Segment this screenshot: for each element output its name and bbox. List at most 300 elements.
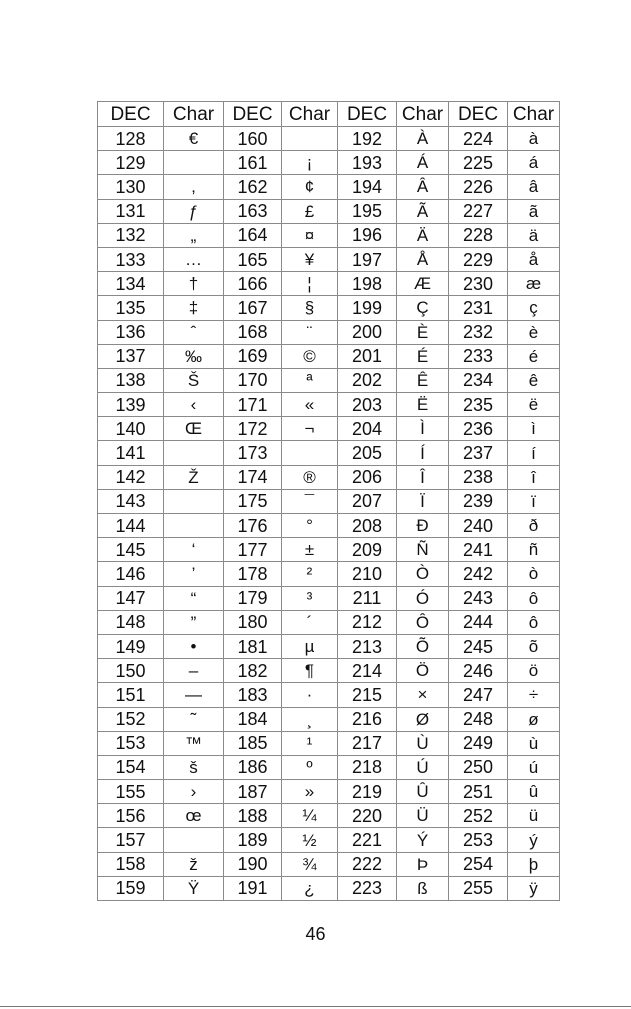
char-cell: ™ xyxy=(164,731,224,755)
char-cell: × xyxy=(397,683,449,707)
char-cell: “ xyxy=(164,586,224,610)
dec-cell: 146 xyxy=(98,562,164,586)
dec-cell: 245 xyxy=(449,634,508,658)
char-cell: È xyxy=(397,320,449,344)
table-row xyxy=(98,465,560,489)
char-cell: Í xyxy=(397,441,449,465)
dec-cell: 197 xyxy=(338,247,397,271)
char-cell xyxy=(164,489,224,513)
dec-cell: 183 xyxy=(224,683,282,707)
dec-cell: 135 xyxy=(98,296,164,320)
dec-cell: 254 xyxy=(449,852,508,876)
char-cell: â xyxy=(508,175,560,199)
dec-cell: 175 xyxy=(224,489,282,513)
dec-cell: 228 xyxy=(449,223,508,247)
dec-cell: 145 xyxy=(98,538,164,562)
table-row xyxy=(98,586,560,610)
dec-cell: 158 xyxy=(98,852,164,876)
dec-cell: 205 xyxy=(338,441,397,465)
dec-cell: 230 xyxy=(449,272,508,296)
char-cell: ‘ xyxy=(164,538,224,562)
char-cell: Ö xyxy=(397,659,449,683)
char-cell: Ó xyxy=(397,586,449,610)
dec-cell: 176 xyxy=(224,514,282,538)
dec-cell: 217 xyxy=(338,731,397,755)
dec-cell: 182 xyxy=(224,659,282,683)
table-row xyxy=(98,562,560,586)
char-cell: ® xyxy=(282,465,338,489)
dec-cell: 169 xyxy=(224,344,282,368)
char-cell: µ xyxy=(282,634,338,658)
char-cell xyxy=(164,441,224,465)
char-cell: © xyxy=(282,344,338,368)
dec-cell: 231 xyxy=(449,296,508,320)
char-cell: † xyxy=(164,272,224,296)
page-number: 46 xyxy=(305,924,326,944)
char-cell: ¸ xyxy=(282,707,338,731)
char-cell: þ xyxy=(508,852,560,876)
dec-cell: 147 xyxy=(98,586,164,610)
char-cell: æ xyxy=(508,272,560,296)
char-cell: ° xyxy=(282,514,338,538)
dec-cell: 181 xyxy=(224,634,282,658)
table-row xyxy=(98,344,560,368)
dec-cell: 148 xyxy=(98,610,164,634)
char-cell: ’ xyxy=(164,562,224,586)
char-cell: Ï xyxy=(397,489,449,513)
dec-cell: 180 xyxy=(224,610,282,634)
char-cell: à xyxy=(508,127,560,151)
dec-cell: 172 xyxy=(224,417,282,441)
table-header xyxy=(98,102,560,127)
dec-cell: 164 xyxy=(224,223,282,247)
dec-cell: 156 xyxy=(98,804,164,828)
char-cell: ¼ xyxy=(282,804,338,828)
char-cell: õ xyxy=(508,634,560,658)
dec-cell: 161 xyxy=(224,151,282,175)
dec-cell: 132 xyxy=(98,223,164,247)
char-cell: Æ xyxy=(397,272,449,296)
dec-cell: 216 xyxy=(338,707,397,731)
dec-cell: 140 xyxy=(98,417,164,441)
char-cell: Á xyxy=(397,151,449,175)
char-cell: ¤ xyxy=(282,223,338,247)
dec-cell: 143 xyxy=(98,489,164,513)
table-row xyxy=(98,538,560,562)
char-cell: ¢ xyxy=(282,175,338,199)
dec-cell: 189 xyxy=(224,828,282,852)
char-cell: ¥ xyxy=(282,247,338,271)
dec-cell: 162 xyxy=(224,175,282,199)
dec-cell: 138 xyxy=(98,368,164,392)
char-cell: » xyxy=(282,780,338,804)
char-cell: £ xyxy=(282,199,338,223)
char-cell: Î xyxy=(397,465,449,489)
char-cell: ” xyxy=(164,610,224,634)
char-cell: ë xyxy=(508,393,560,417)
char-cell: › xyxy=(164,780,224,804)
dec-cell: 153 xyxy=(98,731,164,755)
char-cell xyxy=(164,151,224,175)
char-cell: • xyxy=(164,634,224,658)
char-cell: Û xyxy=(397,780,449,804)
char-cell: ð xyxy=(508,514,560,538)
char-cell: ú xyxy=(508,755,560,779)
table-row xyxy=(98,804,560,828)
dec-cell: 198 xyxy=(338,272,397,296)
table-row xyxy=(98,247,560,271)
char-cell: Ø xyxy=(397,707,449,731)
char-cell: Ô xyxy=(397,610,449,634)
dec-cell: 178 xyxy=(224,562,282,586)
char-cell: « xyxy=(282,393,338,417)
dec-cell: 213 xyxy=(338,634,397,658)
dec-cell: 226 xyxy=(449,175,508,199)
char-cell: é xyxy=(508,344,560,368)
table-row xyxy=(98,755,560,779)
dec-cell: 239 xyxy=(449,489,508,513)
dec-cell: 167 xyxy=(224,296,282,320)
char-cell: Ñ xyxy=(397,538,449,562)
dec-cell: 247 xyxy=(449,683,508,707)
dec-cell: 184 xyxy=(224,707,282,731)
dec-cell: 150 xyxy=(98,659,164,683)
char-cell: · xyxy=(282,683,338,707)
char-cell: Õ xyxy=(397,634,449,658)
char-cell: ñ xyxy=(508,538,560,562)
dec-cell: 207 xyxy=(338,489,397,513)
char-cell: ² xyxy=(282,562,338,586)
dec-cell: 224 xyxy=(449,127,508,151)
char-cell: ¯ xyxy=(282,489,338,513)
dec-cell: 195 xyxy=(338,199,397,223)
char-cell: è xyxy=(508,320,560,344)
dec-cell: 131 xyxy=(98,199,164,223)
dec-cell: 236 xyxy=(449,417,508,441)
dec-cell: 130 xyxy=(98,175,164,199)
table-row xyxy=(98,175,560,199)
dec-cell: 142 xyxy=(98,465,164,489)
char-cell: ‹ xyxy=(164,393,224,417)
dec-cell: 210 xyxy=(338,562,397,586)
dec-column-header: DEC xyxy=(449,102,508,127)
char-cell: Å xyxy=(397,247,449,271)
char-cell: ü xyxy=(508,804,560,828)
char-cell: Ð xyxy=(397,514,449,538)
dec-cell: 222 xyxy=(338,852,397,876)
dec-cell: 219 xyxy=(338,780,397,804)
dec-column-header: DEC xyxy=(338,102,397,127)
dec-cell: 232 xyxy=(449,320,508,344)
dec-cell: 194 xyxy=(338,175,397,199)
char-cell: ƒ xyxy=(164,199,224,223)
table-row xyxy=(98,852,560,876)
char-cell: À xyxy=(397,127,449,151)
dec-cell: 151 xyxy=(98,683,164,707)
char-cell: ¡ xyxy=(282,151,338,175)
table-row xyxy=(98,731,560,755)
dec-cell: 227 xyxy=(449,199,508,223)
dec-cell: 171 xyxy=(224,393,282,417)
table-row xyxy=(98,514,560,538)
dec-cell: 144 xyxy=(98,514,164,538)
char-cell: ô xyxy=(508,610,560,634)
char-cell: š xyxy=(164,755,224,779)
char-cell: ê xyxy=(508,368,560,392)
dec-cell: 218 xyxy=(338,755,397,779)
char-cell: Ù xyxy=(397,731,449,755)
char-cell: ˆ xyxy=(164,320,224,344)
char-cell: ‚ xyxy=(164,175,224,199)
char-cell: Ý xyxy=(397,828,449,852)
dec-cell: 241 xyxy=(449,538,508,562)
char-cell: á xyxy=(508,151,560,175)
dec-cell: 249 xyxy=(449,731,508,755)
char-cell: … xyxy=(164,247,224,271)
char-cell: Þ xyxy=(397,852,449,876)
dec-column-header: DEC xyxy=(224,102,282,127)
char-cell: ò xyxy=(508,562,560,586)
dec-cell: 208 xyxy=(338,514,397,538)
dec-cell: 250 xyxy=(449,755,508,779)
char-cell: Ò xyxy=(397,562,449,586)
dec-cell: 152 xyxy=(98,707,164,731)
char-column-header: Char xyxy=(508,102,560,127)
dec-cell: 206 xyxy=(338,465,397,489)
dec-cell: 187 xyxy=(224,780,282,804)
dec-cell: 192 xyxy=(338,127,397,151)
table-row xyxy=(98,876,560,900)
dec-cell: 174 xyxy=(224,465,282,489)
char-cell: Ä xyxy=(397,223,449,247)
char-cell: ¦ xyxy=(282,272,338,296)
char-cell: ÷ xyxy=(508,683,560,707)
table-row xyxy=(98,659,560,683)
char-cell xyxy=(282,127,338,151)
table-row xyxy=(98,272,560,296)
char-cell: Ì xyxy=(397,417,449,441)
char-column-header: Char xyxy=(397,102,449,127)
char-cell: ì xyxy=(508,417,560,441)
dec-cell: 170 xyxy=(224,368,282,392)
char-cell: î xyxy=(508,465,560,489)
char-cell: Ú xyxy=(397,755,449,779)
dec-cell: 235 xyxy=(449,393,508,417)
char-cell: º xyxy=(282,755,338,779)
char-cell: ô xyxy=(508,586,560,610)
char-cell: ¨ xyxy=(282,320,338,344)
char-column-header: Char xyxy=(282,102,338,127)
dec-cell: 149 xyxy=(98,634,164,658)
char-cell: ½ xyxy=(282,828,338,852)
char-cell: — xyxy=(164,683,224,707)
char-cell: ß xyxy=(397,876,449,900)
char-cell: œ xyxy=(164,804,224,828)
char-cell: Ü xyxy=(397,804,449,828)
dec-cell: 244 xyxy=(449,610,508,634)
dec-cell: 223 xyxy=(338,876,397,900)
table-row xyxy=(98,296,560,320)
dec-cell: 214 xyxy=(338,659,397,683)
dec-cell: 240 xyxy=(449,514,508,538)
table-row xyxy=(98,610,560,634)
table-row xyxy=(98,368,560,392)
char-cell: ç xyxy=(508,296,560,320)
dec-cell: 199 xyxy=(338,296,397,320)
char-cell: É xyxy=(397,344,449,368)
char-cell: § xyxy=(282,296,338,320)
dec-cell: 211 xyxy=(338,586,397,610)
dec-cell: 253 xyxy=(449,828,508,852)
char-cell xyxy=(282,441,338,465)
table-row xyxy=(98,828,560,852)
dec-cell: 186 xyxy=(224,755,282,779)
dec-cell: 160 xyxy=(224,127,282,151)
char-cell: € xyxy=(164,127,224,151)
dec-cell: 248 xyxy=(449,707,508,731)
dec-cell: 155 xyxy=(98,780,164,804)
table-row xyxy=(98,151,560,175)
dec-cell: 237 xyxy=(449,441,508,465)
table-row xyxy=(98,417,560,441)
dec-cell: 128 xyxy=(98,127,164,151)
table-row xyxy=(98,441,560,465)
char-cell xyxy=(164,514,224,538)
dec-cell: 159 xyxy=(98,876,164,900)
dec-cell: 141 xyxy=(98,441,164,465)
char-cell: ä xyxy=(508,223,560,247)
page-bottom-rule xyxy=(0,1006,631,1007)
dec-cell: 212 xyxy=(338,610,397,634)
dec-cell: 233 xyxy=(449,344,508,368)
dec-cell: 166 xyxy=(224,272,282,296)
dec-cell: 251 xyxy=(449,780,508,804)
dec-cell: 193 xyxy=(338,151,397,175)
dec-cell: 252 xyxy=(449,804,508,828)
dec-cell: 209 xyxy=(338,538,397,562)
dec-cell: 203 xyxy=(338,393,397,417)
dec-cell: 234 xyxy=(449,368,508,392)
char-cell xyxy=(164,828,224,852)
dec-cell: 165 xyxy=(224,247,282,271)
char-cell: ÿ xyxy=(508,876,560,900)
dec-cell: 129 xyxy=(98,151,164,175)
dec-cell: 188 xyxy=(224,804,282,828)
table-row xyxy=(98,780,560,804)
dec-cell: 243 xyxy=(449,586,508,610)
char-cell: „ xyxy=(164,223,224,247)
dec-cell: 179 xyxy=(224,586,282,610)
char-cell: í xyxy=(508,441,560,465)
dec-cell: 136 xyxy=(98,320,164,344)
char-cell: Ë xyxy=(397,393,449,417)
table-row xyxy=(98,393,560,417)
dec-cell: 134 xyxy=(98,272,164,296)
dec-cell: 191 xyxy=(224,876,282,900)
char-cell: ¬ xyxy=(282,417,338,441)
char-cell: ³ xyxy=(282,586,338,610)
char-cell: ¶ xyxy=(282,659,338,683)
char-cell: Ê xyxy=(397,368,449,392)
dec-cell: 173 xyxy=(224,441,282,465)
dec-cell: 168 xyxy=(224,320,282,344)
char-cell: Š xyxy=(164,368,224,392)
dec-cell: 255 xyxy=(449,876,508,900)
table-row xyxy=(98,127,560,151)
dec-cell: 221 xyxy=(338,828,397,852)
dec-cell: 204 xyxy=(338,417,397,441)
char-cell: ã xyxy=(508,199,560,223)
char-cell: ö xyxy=(508,659,560,683)
dec-column-header: DEC xyxy=(98,102,164,127)
char-cell: Ç xyxy=(397,296,449,320)
char-cell: ‡ xyxy=(164,296,224,320)
dec-cell: 242 xyxy=(449,562,508,586)
char-cell: Œ xyxy=(164,417,224,441)
char-column-header: Char xyxy=(164,102,224,127)
dec-cell: 185 xyxy=(224,731,282,755)
table-row xyxy=(98,683,560,707)
dec-cell: 225 xyxy=(449,151,508,175)
char-cell: ¿ xyxy=(282,876,338,900)
dec-cell: 229 xyxy=(449,247,508,271)
char-cell: Ã xyxy=(397,199,449,223)
dec-cell: 137 xyxy=(98,344,164,368)
table-body xyxy=(98,127,560,901)
char-cell: ï xyxy=(508,489,560,513)
char-cell: – xyxy=(164,659,224,683)
dec-cell: 190 xyxy=(224,852,282,876)
char-cell: ¹ xyxy=(282,731,338,755)
char-cell: å xyxy=(508,247,560,271)
dec-cell: 133 xyxy=(98,247,164,271)
char-cell: ù xyxy=(508,731,560,755)
dec-cell: 163 xyxy=(224,199,282,223)
char-cell: ª xyxy=(282,368,338,392)
char-cell: Â xyxy=(397,175,449,199)
dec-cell: 200 xyxy=(338,320,397,344)
char-cell: û xyxy=(508,780,560,804)
dec-cell: 246 xyxy=(449,659,508,683)
dec-cell: 139 xyxy=(98,393,164,417)
table-row xyxy=(98,320,560,344)
ascii-code-table xyxy=(97,101,560,901)
char-cell: ž xyxy=(164,852,224,876)
dec-cell: 177 xyxy=(224,538,282,562)
dec-cell: 157 xyxy=(98,828,164,852)
table-row xyxy=(98,489,560,513)
table-row xyxy=(98,223,560,247)
char-cell: ý xyxy=(508,828,560,852)
char-cell: ‰ xyxy=(164,344,224,368)
char-cell: ˜ xyxy=(164,707,224,731)
dec-cell: 202 xyxy=(338,368,397,392)
header-row xyxy=(98,102,560,127)
char-cell: Ž xyxy=(164,465,224,489)
char-cell: Ÿ xyxy=(164,876,224,900)
char-cell: ¾ xyxy=(282,852,338,876)
char-cell: ± xyxy=(282,538,338,562)
char-cell: ´ xyxy=(282,610,338,634)
table-row xyxy=(98,199,560,223)
dec-cell: 196 xyxy=(338,223,397,247)
dec-cell: 238 xyxy=(449,465,508,489)
char-cell: ø xyxy=(508,707,560,731)
table-row xyxy=(98,707,560,731)
dec-cell: 201 xyxy=(338,344,397,368)
dec-cell: 215 xyxy=(338,683,397,707)
table-row xyxy=(98,634,560,658)
